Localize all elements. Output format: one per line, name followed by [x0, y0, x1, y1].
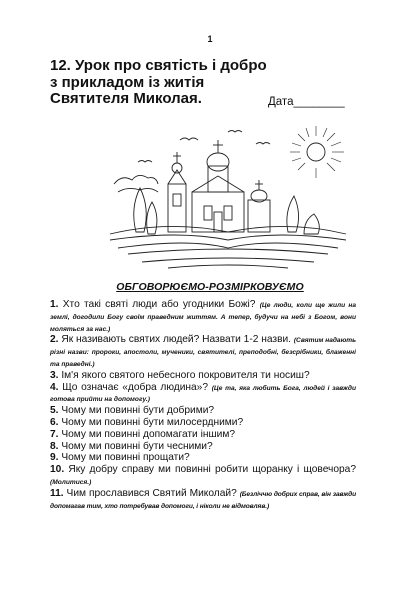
question-text: Чому ми повинні прощати?: [61, 452, 190, 464]
question-text: Чим прославився Святий Миколай?: [66, 487, 237, 499]
list-item: [50, 382, 356, 406]
list-item: [50, 370, 356, 382]
question-text: Чому ми повинні допомагати іншим?: [61, 428, 236, 440]
question-number: 3.: [50, 369, 59, 381]
answer-note: (Безліччю добрих справ, він завжди допомагав тим, хто потребував допомоги, і ніколи не відмовляв.): [50, 490, 357, 510]
question-number: 7.: [50, 428, 59, 440]
question-number: 9.: [50, 452, 59, 464]
list-item: [50, 441, 356, 453]
question-list: [50, 299, 356, 511]
question-number: 5.: [50, 405, 59, 417]
question-text: Що означає «добра людина»?: [62, 381, 209, 393]
church-illustration: [108, 122, 348, 272]
question-text: Як називають святих людей? Назвати 1-2 назви.: [61, 334, 291, 346]
title-line: з прикладом із житія: [50, 73, 205, 91]
list-item: [50, 464, 356, 488]
question-number: 8.: [50, 440, 59, 452]
date-field: Дата________: [268, 96, 345, 108]
question-text: Чому ми повинні бути добрими?: [61, 405, 215, 417]
answer-note: (Це люди, коли ще жили на землі, догодили Богу своїм праведним життям. А тепер, будучи на небі з Богом, вони моляться за нас.): [50, 302, 356, 333]
list-item: [50, 334, 356, 369]
question-text: Чому ми повинні бути чесними?: [61, 440, 213, 452]
list-item: [50, 405, 356, 417]
list-item: [50, 452, 356, 464]
question-number: 6.: [50, 416, 59, 428]
question-text: Чому ми повинні бути милосердними?: [61, 416, 244, 428]
answer-note: (Молитися.): [50, 478, 92, 486]
title-line: 12. Урок про святість і добро: [50, 57, 267, 74]
list-item: [50, 417, 356, 429]
page-number: 1: [207, 34, 213, 44]
question-text: Ім'я якого святого небесного покровителя ти носиш?: [61, 369, 310, 381]
question-number: 11.: [50, 487, 64, 499]
question-number: 10.: [50, 464, 65, 476]
title-line: Святителя Миколая.: [50, 90, 202, 107]
list-item: [50, 488, 356, 512]
answer-note: (Святим надають різні назви: пророки, апостоли, мученики, святителі, преподобні, безсрібники, блаженні та праведні.): [50, 337, 356, 368]
question-text: Хто такі святі люди або угодники Божі?: [62, 299, 256, 310]
question-number: 2.: [50, 334, 59, 346]
section-heading: ОБГОВОРЮЄМО-РОЗМІРКОВУЄМО: [116, 281, 304, 293]
question-number: 1.: [50, 299, 59, 310]
answer-note: (Це та, яка любить Бога, людей і завжди готова прийти на допомогу.): [50, 384, 356, 404]
question-text: Яку добру справу ми повинні робити щоранку і щовечора?: [68, 464, 356, 476]
list-item: [50, 429, 356, 441]
question-number: 4.: [50, 381, 59, 393]
list-item: [50, 299, 356, 334]
